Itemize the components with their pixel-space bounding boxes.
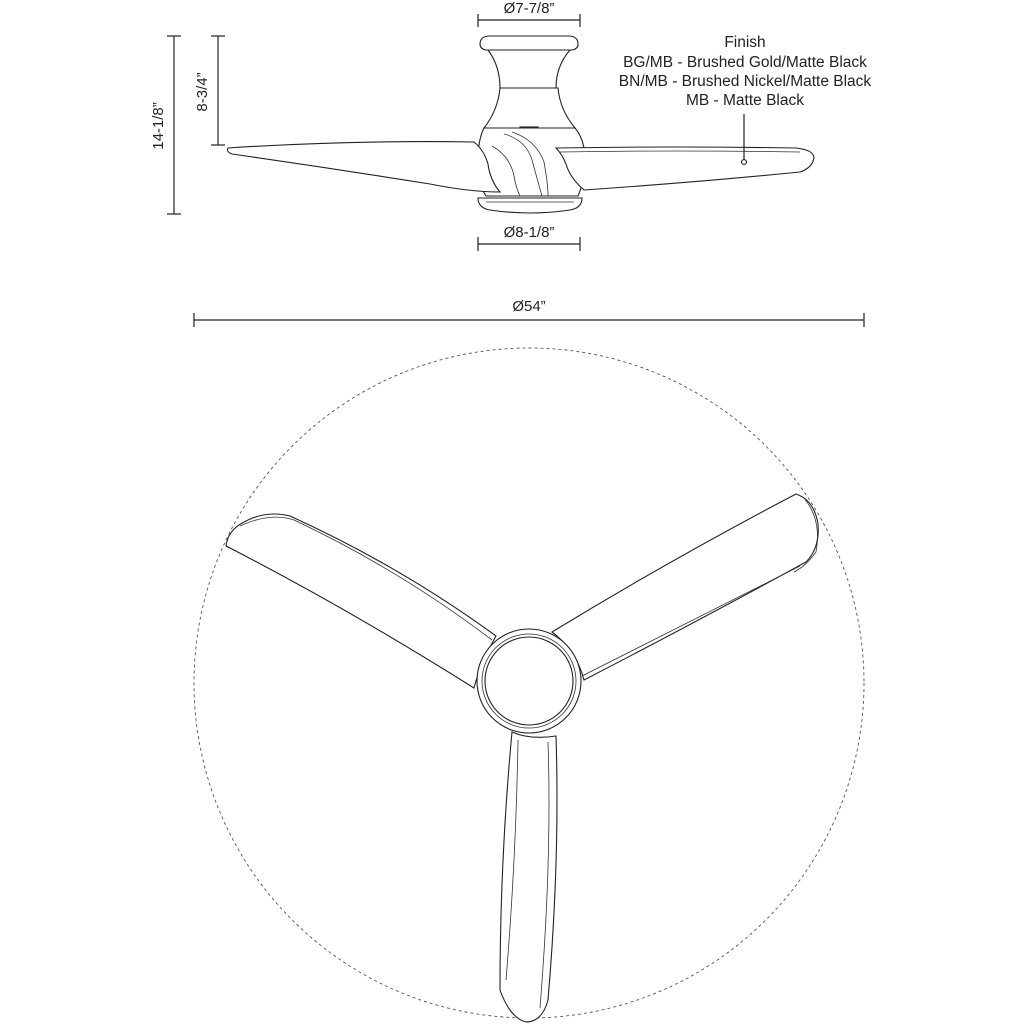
overall-height-label: 14-1/8” [150,102,167,150]
plan-hub [477,629,581,733]
motor-housing-lower [484,88,575,128]
plan-view [194,348,864,1022]
side-view [150,0,871,251]
light-lens [485,637,573,725]
finish-callout [619,34,872,164]
plan-blade-upper-left [226,514,496,688]
finish-leader-dot [742,160,747,165]
fan-diameter-label: Ø54” [512,298,546,315]
light-kit [478,198,582,213]
finish-option-1: BG/MB - Brushed Gold/Matte Black [623,54,867,71]
side-blade-left [228,142,501,192]
finish-option-2: BN/MB - Brushed Nickel/Matte Black [618,73,872,90]
blade-height-label: 8-3/4” [194,72,211,112]
canopy-diameter-label: Ø7-7/8” [503,0,555,17]
motor-housing-upper [488,50,570,88]
fan-diameter-dimension [194,298,864,327]
side-blade-right [556,147,814,190]
canopy-diameter-dimension [478,0,580,27]
finish-option-3: MB - Matte Black [686,92,804,109]
overall-height-dimension [150,36,181,214]
blade-height-dimension [194,36,225,145]
plan-blade-bottom [500,732,557,1022]
canopy-plate [480,36,578,50]
light-diameter-dimension [478,224,580,251]
finish-heading: Finish [724,34,766,51]
plan-blade-upper-right [552,494,818,680]
light-diameter-label: Ø8-1/8” [503,224,555,241]
